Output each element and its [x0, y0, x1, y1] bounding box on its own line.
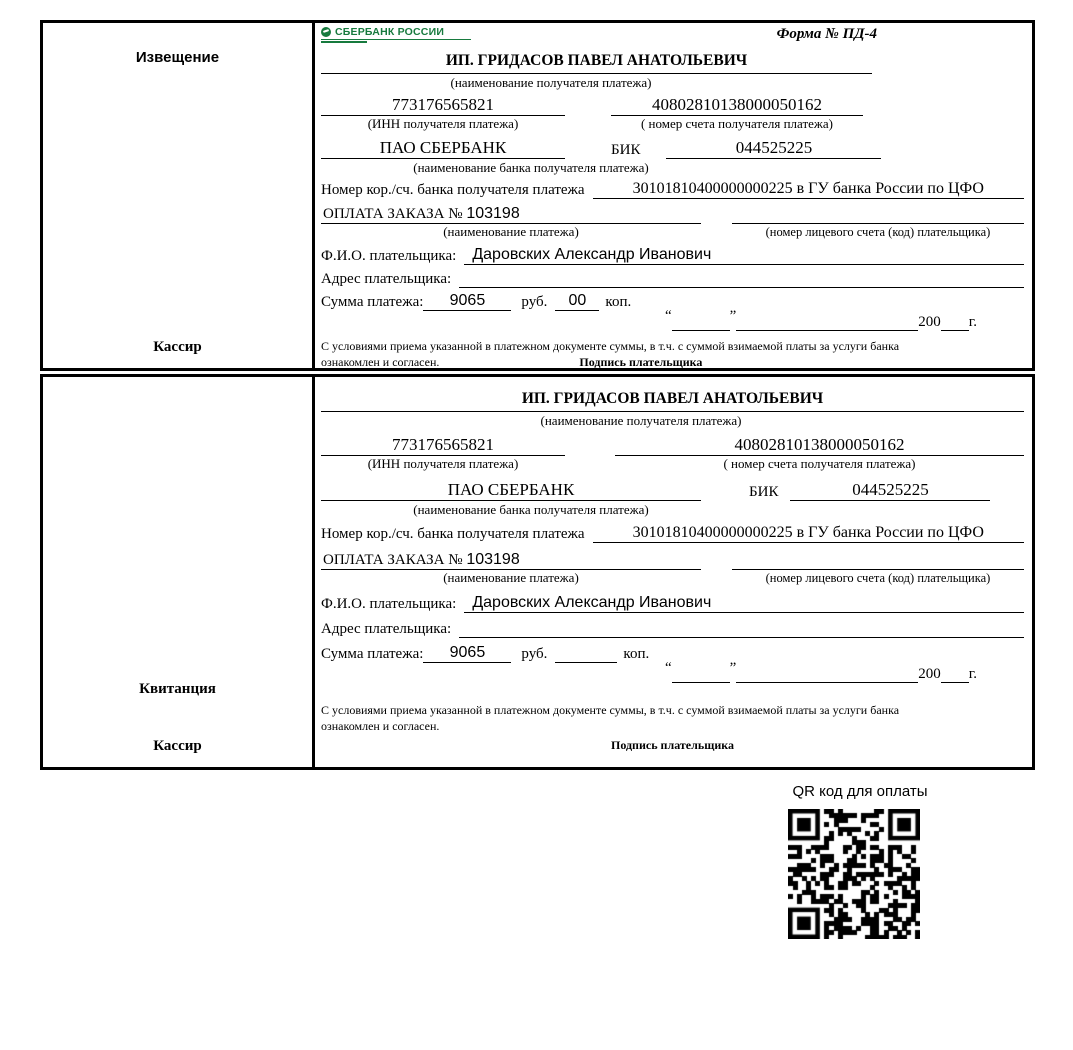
- corr-account-label: Номер кор./сч. банка получателя платежа: [321, 182, 585, 198]
- payer-address-line: [459, 269, 1024, 288]
- corr-account-value: 30101810400000000225 в ГУ банка России по ЦФО: [593, 524, 1024, 543]
- payment-title: ОПЛАТА ЗАКАЗА №: [323, 552, 463, 568]
- bank-name-caption: (наименование банка получателя платежа): [413, 160, 649, 175]
- sberbank-logo: [321, 26, 471, 43]
- payment-name-row: [321, 205, 1024, 224]
- date-month-line: [736, 313, 918, 331]
- recipient-name: ИП. ГРИДАСОВ ПАВЕЛ АНАТОЛЬЕВИЧ: [321, 390, 1024, 412]
- account-value: 40802810138000050162: [615, 435, 1024, 456]
- payment-name-row: [321, 551, 1024, 570]
- inn-account-row: [321, 95, 1024, 116]
- bik-label: БИК: [749, 484, 779, 500]
- recipient-name: ИП. ГРИДАСОВ ПАВЕЛ АНАТОЛЬЕВИЧ: [321, 52, 872, 74]
- payment-captions-row: [321, 570, 1024, 586]
- payer-fio-label: Ф.И.О. плательщика:: [321, 248, 457, 264]
- payment-name-caption: (наименование платежа): [443, 570, 579, 585]
- payment-name-value: [321, 551, 701, 570]
- date-month-line: [736, 665, 918, 683]
- notice-title: Извещение: [135, 49, 220, 66]
- amount-kop-value: [555, 644, 617, 663]
- order-number: 103198: [466, 205, 520, 222]
- receipt-title: Квитанция: [139, 681, 216, 697]
- agreement-line2: ознакомлен и согласен.: [321, 718, 440, 733]
- open-quote: “: [664, 308, 672, 324]
- receipt-left-column: [43, 377, 315, 767]
- corr-account-row: [321, 524, 1024, 543]
- inn-account-row: [321, 435, 1024, 456]
- personal-account-line: [732, 205, 1024, 224]
- date-row: [321, 308, 977, 331]
- payer-signature-label: Подпись плательщика: [579, 354, 703, 369]
- year-prefix: 200: [918, 314, 941, 330]
- account-caption: ( номер счета получателя платежа): [640, 116, 834, 131]
- amount-label: Сумма платежа:: [321, 294, 424, 310]
- year-suffix: г.: [968, 666, 977, 682]
- payment-title: ОПЛАТА ЗАКАЗА №: [323, 206, 463, 222]
- payer-fio-row: [321, 246, 1024, 265]
- amount-rub-value: 9065: [423, 644, 511, 663]
- sberbank-logo-line: [321, 26, 471, 40]
- payer-fio-label: Ф.И.О. плательщика:: [321, 596, 457, 612]
- inn-account-captions: [321, 456, 1024, 472]
- bank-name-value: ПАО СБЕРБАНК: [321, 480, 701, 501]
- sberbank-logo-text: СБЕРБАНК РОССИИ: [335, 26, 445, 38]
- receipt-section: [40, 374, 1035, 770]
- account-caption: ( номер счета получателя платежа): [723, 456, 916, 471]
- rub-label: руб.: [521, 646, 548, 662]
- bank-name-caption: (наименование банка получателя платежа): [413, 502, 649, 517]
- sberbank-logo-icon: [321, 27, 331, 37]
- cashier-label: Кассир: [153, 339, 202, 355]
- notice-left-column: [43, 23, 315, 368]
- amount-rub-value: 9065: [423, 292, 511, 311]
- amount-row: [321, 644, 1024, 663]
- payer-fio-row: [321, 594, 1024, 613]
- agreement-line1: С условиями приема указанной в платежном документе суммы, в т.ч. с суммой взимаемой платы за услуги банка: [321, 339, 900, 353]
- date-year-line: [941, 313, 969, 331]
- recipient-name-caption: (наименование получателя платежа): [540, 413, 742, 428]
- inn-value: 773176565821: [321, 95, 565, 116]
- date-row: [321, 660, 977, 683]
- year-suffix: г.: [968, 314, 977, 330]
- form-number-label: Форма № ПД-4: [776, 26, 877, 42]
- bik-value: 044525225: [666, 138, 881, 159]
- personal-account-caption: (номер лицевого счета (код) плательщика): [765, 571, 991, 585]
- payer-fio-value: Даровских Александр Иванович: [464, 594, 1024, 613]
- open-quote: “: [664, 660, 672, 676]
- notice-section: [40, 20, 1035, 371]
- order-number: 103198: [466, 551, 520, 568]
- rub-label: руб.: [521, 294, 548, 310]
- payer-fio-value: Даровских Александр Иванович: [464, 246, 1024, 265]
- notice-header-row: [321, 26, 1024, 52]
- corr-account-row: [321, 180, 1024, 199]
- inn-caption: (ИНН получателя платежа): [367, 456, 519, 471]
- date-day-line: [672, 665, 730, 683]
- payer-address-row: [321, 619, 1024, 638]
- cashier-label: Кассир: [153, 738, 202, 754]
- personal-account-caption: (номер лицевого счета (код) плательщика): [765, 225, 991, 239]
- payer-address-line: [459, 619, 1024, 638]
- payer-signature-label: Подпись плательщика: [611, 738, 734, 753]
- payment-name-caption: (наименование платежа): [443, 224, 579, 239]
- agreement-line1: С условиями приема указанной в платежном документе суммы, в т.ч. с суммой взимаемой платы за услуги банка: [321, 703, 900, 717]
- inn-caption: (ИНН получателя платежа): [367, 116, 519, 131]
- amount-kop-value: 00: [555, 292, 599, 311]
- payer-address-label: Адрес плательщика:: [321, 621, 452, 637]
- date-day-line: [672, 313, 730, 331]
- bik-value: 044525225: [790, 480, 990, 501]
- inn-value: 773176565821: [321, 435, 565, 456]
- close-quote: ”: [729, 660, 737, 676]
- close-quote: ”: [729, 308, 737, 324]
- kop-label: коп.: [623, 646, 650, 662]
- receipt-form-area: [315, 377, 1032, 767]
- agreement-line2-row: [321, 355, 1024, 371]
- payer-address-label: Адрес плательщика:: [321, 271, 452, 287]
- sberbank-logo-tagline-bar: [321, 41, 367, 43]
- corr-account-label: Номер кор./сч. банка получателя платежа: [321, 526, 585, 542]
- inn-account-captions: [321, 116, 1024, 132]
- bank-name-value: ПАО СБЕРБАНК: [321, 138, 565, 159]
- kop-label: коп.: [605, 294, 632, 310]
- qr-code-image: [788, 809, 920, 939]
- payment-name-value: [321, 205, 701, 224]
- account-value: 40802810138000050162: [611, 95, 863, 116]
- bik-label: БИК: [611, 142, 641, 158]
- agreement-line2: ознакомлен и согласен.: [321, 354, 440, 369]
- recipient-name-caption: (наименование получателя платежа): [450, 75, 652, 90]
- bank-bik-row: [321, 480, 1024, 501]
- payment-captions-row: [321, 224, 1024, 240]
- bank-bik-row: [321, 138, 1024, 159]
- notice-form-area: [315, 23, 1032, 368]
- amount-label: Сумма платежа:: [321, 646, 424, 662]
- year-prefix: 200: [918, 666, 941, 682]
- amount-row: [321, 292, 1024, 311]
- corr-account-value: 30101810400000000225 в ГУ банка России по ЦФО: [593, 180, 1024, 199]
- qr-caption: QR код для оплаты: [792, 783, 928, 800]
- date-year-line: [941, 665, 969, 683]
- payer-address-row: [321, 269, 1024, 288]
- personal-account-line: [732, 551, 1024, 570]
